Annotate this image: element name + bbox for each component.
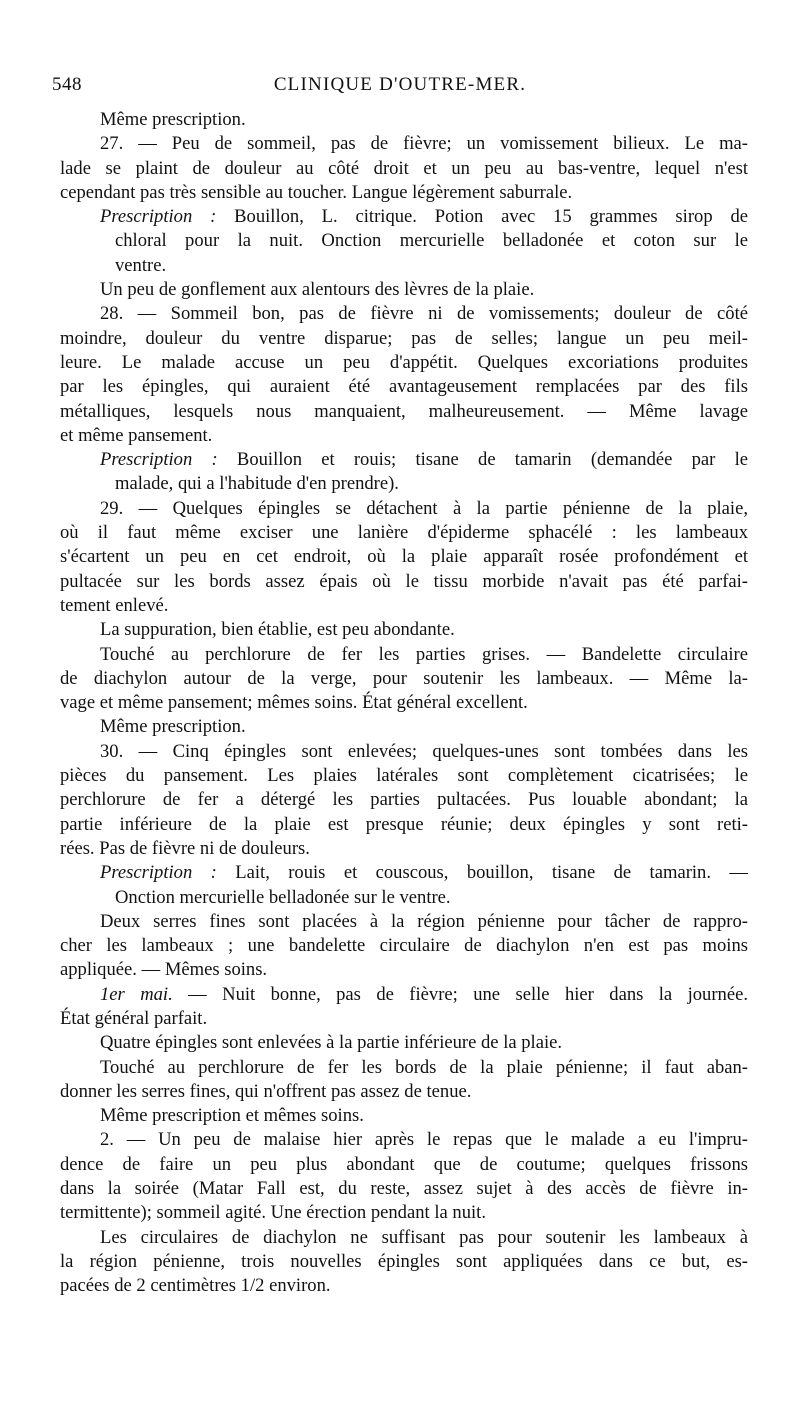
text-line <box>60 472 748 496</box>
text-line <box>60 545 748 569</box>
line-text: État général parfait. <box>60 1007 208 1029</box>
text-line <box>60 715 748 739</box>
line-text: dans la soirée (Matar Fall est, du reste, assez sujet à des accès de fièvre in- <box>60 1178 748 1200</box>
italic-lead: Prescription : <box>100 206 217 228</box>
line-text: Même prescription. <box>100 109 246 130</box>
line-text: Quatre épingles sont enlevées à la partie inférieure de la plaie. <box>100 1032 563 1054</box>
line-text: et même pansement. <box>60 424 213 446</box>
line-text: Les circulaires de diachylon ne suffisant pas pour soutenir les lambeaux à <box>100 1226 748 1248</box>
text-line <box>60 983 748 1007</box>
line-text: rées. Pas de fièvre ni de douleurs. <box>60 837 310 859</box>
line-text: vage et même pansement; mêmes soins. État général excellent. <box>60 692 528 714</box>
text-line <box>60 910 748 934</box>
line-text: 30. — Cinq épingles sont enlevées; quelques-unes sont tombées dans les <box>100 740 748 762</box>
text-line <box>60 764 748 788</box>
text-line <box>60 278 748 302</box>
text-line <box>60 205 748 229</box>
line-text: pacées de 2 centimètres 1/2 environ. <box>60 1275 331 1297</box>
line-text: par les épingles, qui auraient été avantageusement remplacées par des fils <box>60 376 748 398</box>
text-line <box>60 1031 748 1055</box>
text-line <box>60 1128 748 1152</box>
line-text: pièces du pansement. Les plaies latérales sont complètement cicatrisées; le <box>60 765 748 787</box>
line-text: Bouillon et rouis; tisane de tamarin (demandée par le <box>217 449 748 471</box>
line-text: dence de faire un peu plus abondant que de coutume; quelques frissons <box>60 1153 748 1175</box>
line-text: Touché au perchlorure de fer les bords de la plaie pénienne; il faut aban- <box>100 1056 748 1078</box>
line-text: Même prescription. <box>100 716 246 738</box>
text-line <box>60 302 748 326</box>
text-line <box>60 1177 748 1201</box>
text-line <box>60 181 748 205</box>
line-text: Lait, rouis et couscous, bouillon, tisane de tamarin. — <box>216 862 748 884</box>
line-text: partie inférieure de la plaie est presque réunie; deux épingles y sont reti- <box>60 813 748 835</box>
text-line <box>60 521 748 545</box>
text-line <box>60 1007 748 1031</box>
line-text: ventre. <box>115 254 167 276</box>
text-line <box>60 400 748 424</box>
line-text: La suppuration, bien établie, est peu abondante. <box>100 619 455 641</box>
text-line <box>60 958 748 982</box>
text-line <box>60 1080 748 1104</box>
text-line <box>60 1153 748 1177</box>
text-line <box>60 667 748 691</box>
line-text: — Nuit bonne, pas de fièvre; une selle hier dans la journée. <box>172 983 748 1005</box>
running-title: CLINIQUE D'OUTRE-MER. <box>273 74 527 95</box>
italic-lead: Prescription : <box>100 449 218 471</box>
text-line <box>60 254 748 278</box>
line-text: pultacée sur les bords assez épais où le tissu morbide n'avait pas été parfai- <box>60 570 748 592</box>
text-line <box>60 1104 748 1128</box>
text-line <box>60 788 748 812</box>
line-text: malade, qui a l'habitude d'en prendre). <box>115 473 399 495</box>
line-text: lade se plaint de douleur au côté droit et un peu au bas-ventre, lequel n'est <box>60 157 748 179</box>
text-line <box>60 1226 748 1250</box>
line-text: Onction mercurielle belladonée sur le ventre. <box>115 886 451 908</box>
text-line <box>60 1250 748 1274</box>
line-text: chloral pour la nuit. Onction mercurielle belladonée et coton sur le <box>115 230 748 252</box>
text-line <box>60 157 748 181</box>
text-line <box>60 861 748 885</box>
line-text: Touché au perchlorure de fer les parties grises. — Bandelette circulaire <box>100 643 748 665</box>
line-text: cependant pas très sensible au toucher. Langue légèrement saburrale. <box>60 181 573 203</box>
page-number: 548 <box>52 74 82 95</box>
line-text: 27. — Peu de sommeil, pas de fièvre; un vomissement bilieux. Le ma- <box>100 133 748 155</box>
line-text: moindre, douleur du ventre disparue; pas de selles; langue un peu meil- <box>60 327 748 349</box>
line-text: Même prescription et mêmes soins. <box>100 1105 364 1127</box>
line-text: perchlorure de fer a détergé les parties pultacées. Pus louable abondant; la <box>60 789 748 811</box>
text-line <box>60 813 748 837</box>
line-text: la région pénienne, trois nouvelles épingles sont appliquées dans ce but, es- <box>60 1250 748 1272</box>
page-header <box>52 74 748 104</box>
line-text: métalliques, lesquels nous manquaient, malheureusement. — Même lavage <box>60 400 748 422</box>
text-line <box>60 351 748 375</box>
text-line <box>60 934 748 958</box>
italic-lead: Prescription : <box>100 862 217 884</box>
line-text: de diachylon autour de la verge, pour soutenir les lambeaux. — Même la- <box>60 667 748 689</box>
text-line <box>60 643 748 667</box>
line-text: donner les serres fines, qui n'offrent pas assez de tenue. <box>60 1080 472 1102</box>
text-line <box>60 375 748 399</box>
page-body <box>60 108 748 1299</box>
text-line <box>60 740 748 764</box>
text-line <box>60 618 748 642</box>
line-text: s'écartent un peu en cet endroit, où la plaie apparaît rosée profondément et <box>60 546 748 568</box>
text-line <box>60 837 748 861</box>
text-line <box>60 570 748 594</box>
text-line <box>60 448 748 472</box>
line-text: appliquée. — Mêmes soins. <box>60 959 268 981</box>
text-line <box>60 229 748 253</box>
line-text: où il faut même exciser une lanière d'épiderme sphacélé : les lambeaux <box>60 522 748 544</box>
text-line <box>60 1201 748 1225</box>
text-line <box>60 327 748 351</box>
line-text: termittente); sommeil agité. Une érection pendant la nuit. <box>60 1202 486 1224</box>
text-line <box>60 497 748 521</box>
line-text: 28. — Sommeil bon, pas de fièvre ni de vomissements; douleur de côté <box>100 303 748 325</box>
line-text: cher les lambeaux ; une bandelette circulaire de diachylon n'en est pas moins <box>60 935 748 957</box>
text-line <box>60 594 748 618</box>
text-line <box>60 108 748 132</box>
text-line <box>60 1274 748 1298</box>
text-line <box>60 886 748 910</box>
line-text: Un peu de gonflement aux alentours des lèvres de la plaie. <box>100 279 535 301</box>
text-line <box>60 424 748 448</box>
text-line <box>60 1056 748 1080</box>
line-text: 2. — Un peu de malaise hier après le repas que le malade a eu l'impru- <box>100 1129 748 1151</box>
line-text: 29. — Quelques épingles se détachent à la partie pénienne de la plaie, <box>100 497 748 519</box>
line-text: Deux serres fines sont placées à la région pénienne pour tâcher de rappro- <box>100 910 748 932</box>
text-line <box>60 691 748 715</box>
line-text: leure. Le malade accuse un peu d'appétit. Quelques excoriations produites <box>60 351 748 373</box>
text-line <box>60 132 748 156</box>
line-text: tement enlevé. <box>60 594 169 616</box>
italic-lead: 1er mai. <box>100 983 173 1005</box>
line-text: Bouillon, L. citrique. Potion avec 15 grammes sirop de <box>216 206 748 228</box>
